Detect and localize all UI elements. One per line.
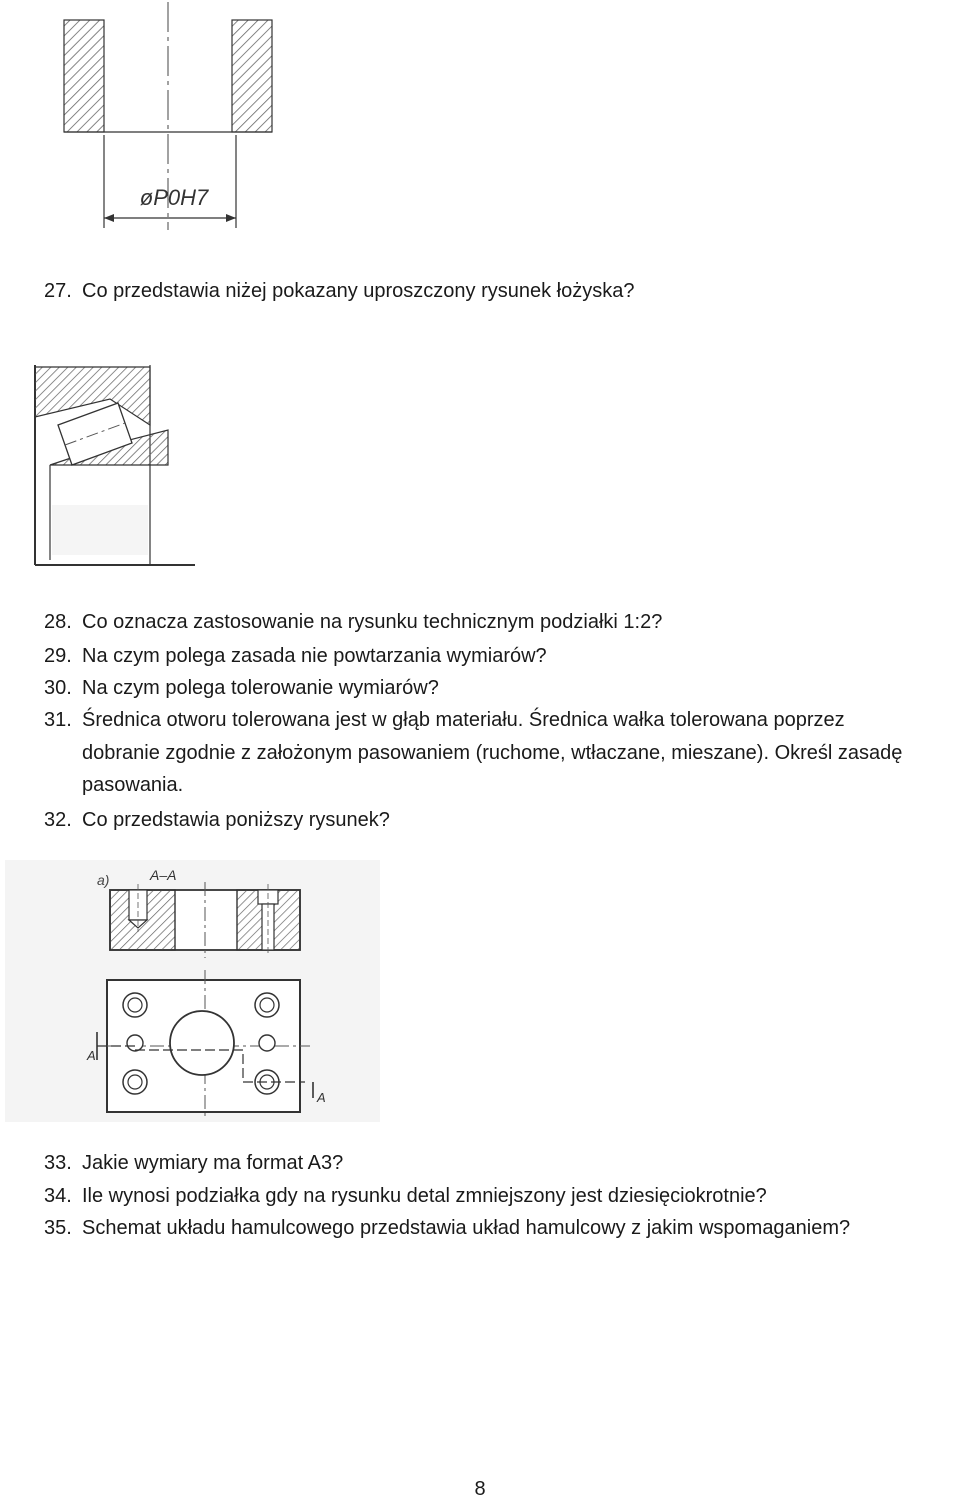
question-29	[44, 644, 547, 668]
question-number: 30.	[44, 677, 72, 699]
section-arrow-right-label: A	[317, 1090, 326, 1105]
view-label-a: a)	[97, 872, 110, 888]
question-number: 35.	[44, 1217, 72, 1239]
question-31-line-2: dobranie zgodnie z założonym pasowaniem (ruchome, wtłaczane, mieszane). Określ zasadę	[82, 742, 903, 764]
question-33	[44, 1151, 343, 1175]
question-text: Schemat układu hamulcowego przedstawia układ hamulcowy z jakim wspomaganiem?	[82, 1217, 851, 1239]
question-28	[44, 610, 662, 634]
question-number: 27.	[44, 280, 72, 302]
bore-tolerance-drawing	[40, 0, 290, 235]
question-30	[44, 676, 439, 700]
question-number: 33.	[44, 1152, 72, 1174]
page-number: 8	[474, 1478, 486, 1500]
question-35	[44, 1216, 850, 1240]
bearing-drawing	[20, 355, 210, 570]
question-text: Ile wynosi podziałka gdy na rysunku detal zmniejszony jest dziesięciokrotnie?	[82, 1185, 767, 1207]
question-text: Co przedstawia poniższy rysunek?	[82, 809, 390, 831]
question-32	[44, 808, 390, 832]
question-text: Co oznacza zastosowanie na rysunku technicznym podziałki 1:2?	[82, 611, 663, 633]
bore-dimension-label: øP0H7	[139, 185, 209, 210]
question-number: 28.	[44, 611, 72, 633]
question-number: 29.	[44, 645, 72, 667]
section-view-drawing	[5, 860, 380, 1122]
question-34	[44, 1184, 767, 1208]
question-text: Co przedstawia niżej pokazany uproszczony rysunek łożyska?	[82, 280, 635, 302]
section-arrow-left-label: A	[87, 1048, 96, 1063]
section-label: A–A	[150, 867, 177, 883]
question-text: Jakie wymiary ma format A3?	[82, 1152, 344, 1174]
question-31-line-3: pasowania.	[82, 774, 184, 796]
question-31	[44, 708, 845, 732]
question-text: Średnica otworu tolerowana jest w głąb materiału. Średnica wałka tolerowana poprzez	[82, 709, 845, 731]
question-27	[44, 279, 635, 303]
question-number: 32.	[44, 809, 72, 831]
question-number: 31.	[44, 709, 72, 731]
question-text: Na czym polega tolerowanie wymiarów?	[82, 677, 439, 699]
question-text: Na czym polega zasada nie powtarzania wymiarów?	[82, 645, 547, 667]
question-number: 34.	[44, 1185, 72, 1207]
